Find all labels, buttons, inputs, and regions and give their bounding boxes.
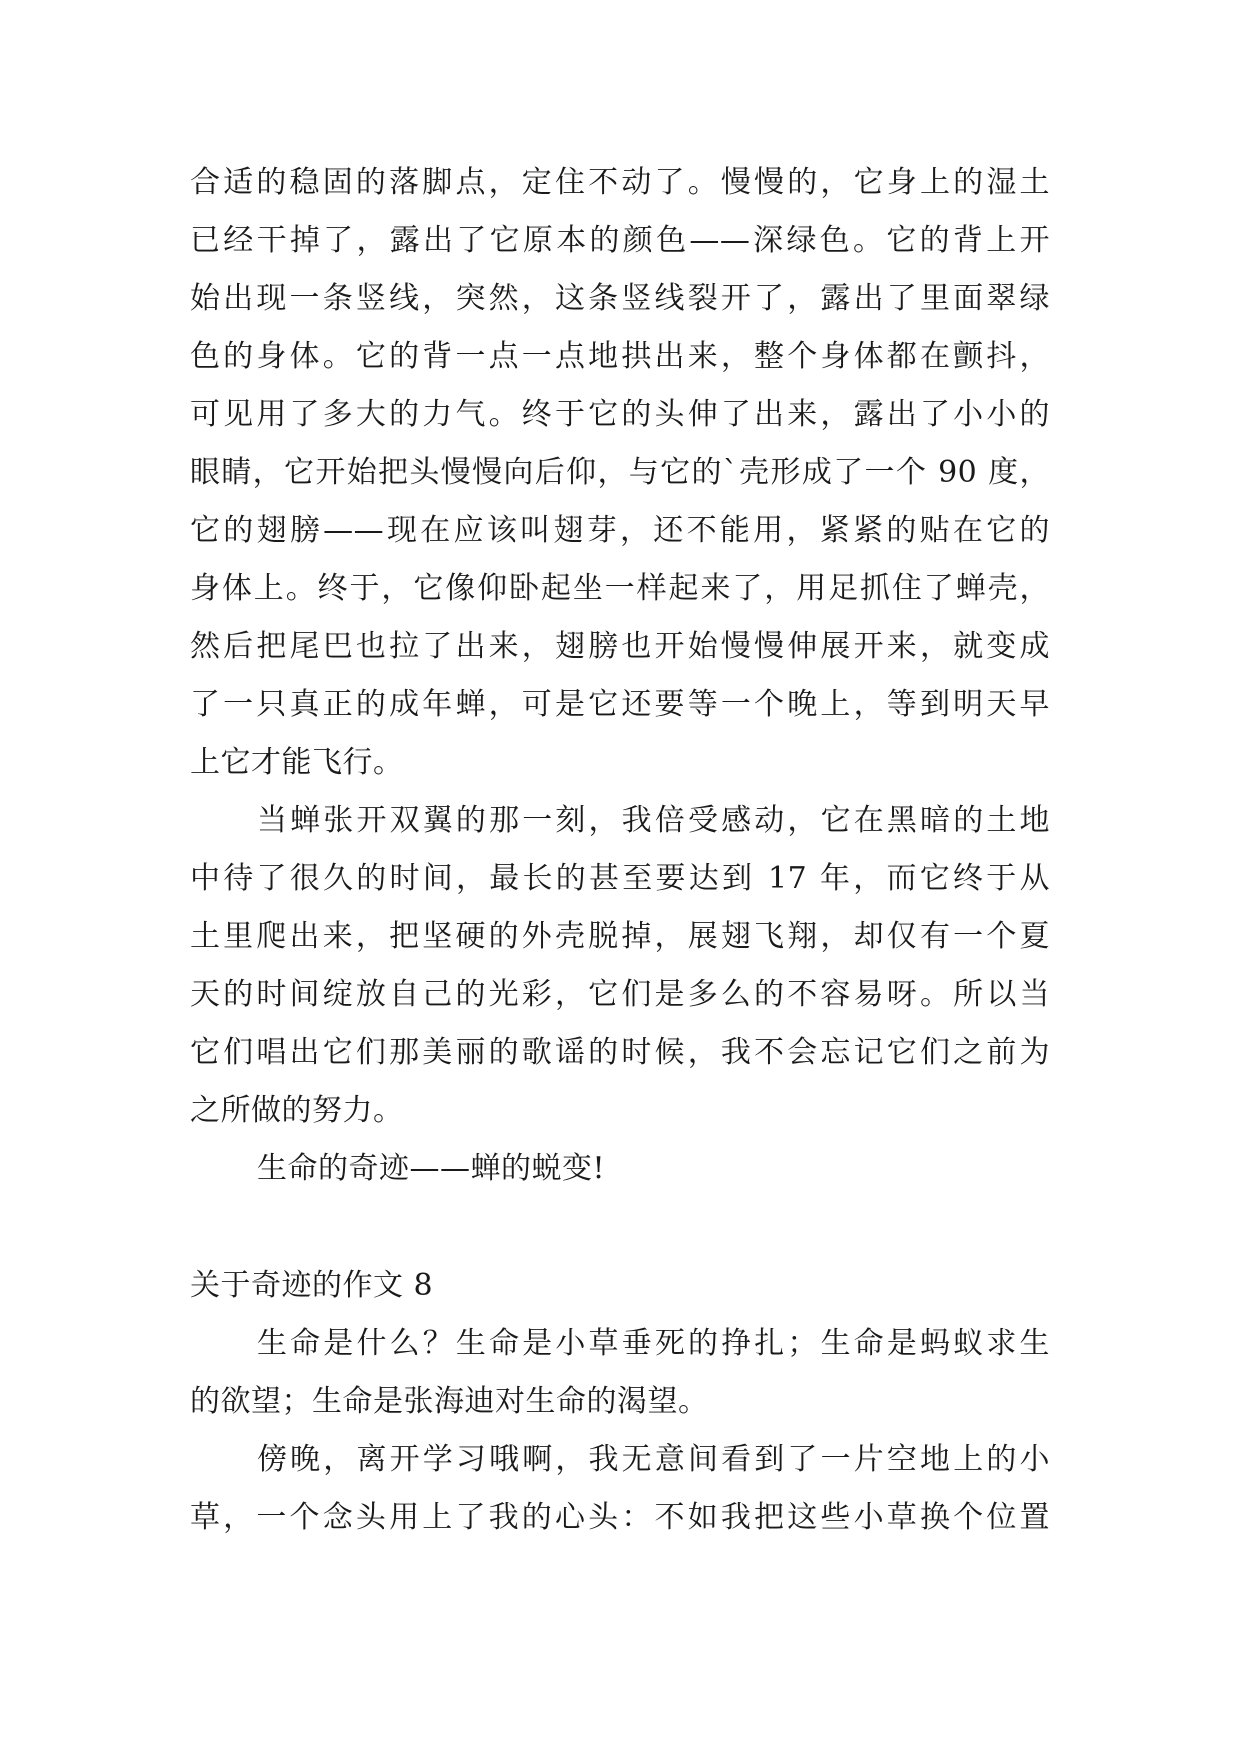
paragraph-start: 生命是什么？生命是小草垂死的挣扎；生命是蚂蚁求生 [257,1326,1050,1361]
text-line: 它们唱出它们那美丽的歌谣的时候，我不会忘记它们之前为 [190,1035,1050,1070]
text-line: 的欲望；生命是张海迪对生命的渴望。 [190,1384,709,1419]
text-line: 已经干掉了，露出了它原本的颜色——深绿色。它的背上开 [190,223,1050,258]
text-line: 它的翅膀——现在应该叫翅芽，还不能用，紧紧的贴在它的 [190,513,1050,548]
text-line: 了一只真正的成年蝉，可是它还要等一个晚上，等到明天早 [190,687,1050,722]
section-heading: 关于奇迹的作文 8 [190,1268,434,1303]
text-line: 之所做的努力。 [190,1093,404,1128]
text-line: 中待了很久的时间，最长的甚至要达到 17 年，而它终于从 [190,861,1050,896]
paragraph-start: 傍晚，离开学习哦啊，我无意间看到了一片空地上的小 [257,1442,1050,1477]
text-line: 土里爬出来，把坚硬的外壳脱掉，展翅飞翔，却仅有一个夏 [190,919,1050,954]
text-line: 色的身体。它的背一点一点地拱出来，整个身体都在颤抖， [190,339,1050,374]
paragraph-start: 生命的奇迹——蝉的蜕变! [257,1151,606,1186]
paragraph-start: 当蝉张开双翼的那一刻，我倍受感动，它在黑暗的土地 [257,803,1050,838]
text-line: 然后把尾巴也拉了出来，翅膀也开始慢慢伸展开来，就变成 [190,629,1050,664]
text-line: 合适的稳固的落脚点，定住不动了。慢慢的，它身上的湿土 [190,165,1050,200]
text-line: 眼睛，它开始把头慢慢向后仰，与它的`壳形成了一个 90 度， [190,455,1050,490]
text-line: 始出现一条竖线，突然，这条竖线裂开了，露出了里面翠绿 [190,281,1050,316]
text-line: 可见用了多大的力气。终于它的头伸了出来，露出了小小的 [190,397,1050,432]
text-line: 身体上。终于，它像仰卧起坐一样起来了，用足抓住了蝉壳， [190,571,1050,606]
text-line: 上它才能飞行。 [190,745,404,780]
text-line: 天的时间绽放自己的光彩，它们是多么的不容易呀。所以当 [190,977,1050,1012]
text-line: 草，一个念头用上了我的心头：不如我把这些小草换个位置 [190,1500,1050,1535]
